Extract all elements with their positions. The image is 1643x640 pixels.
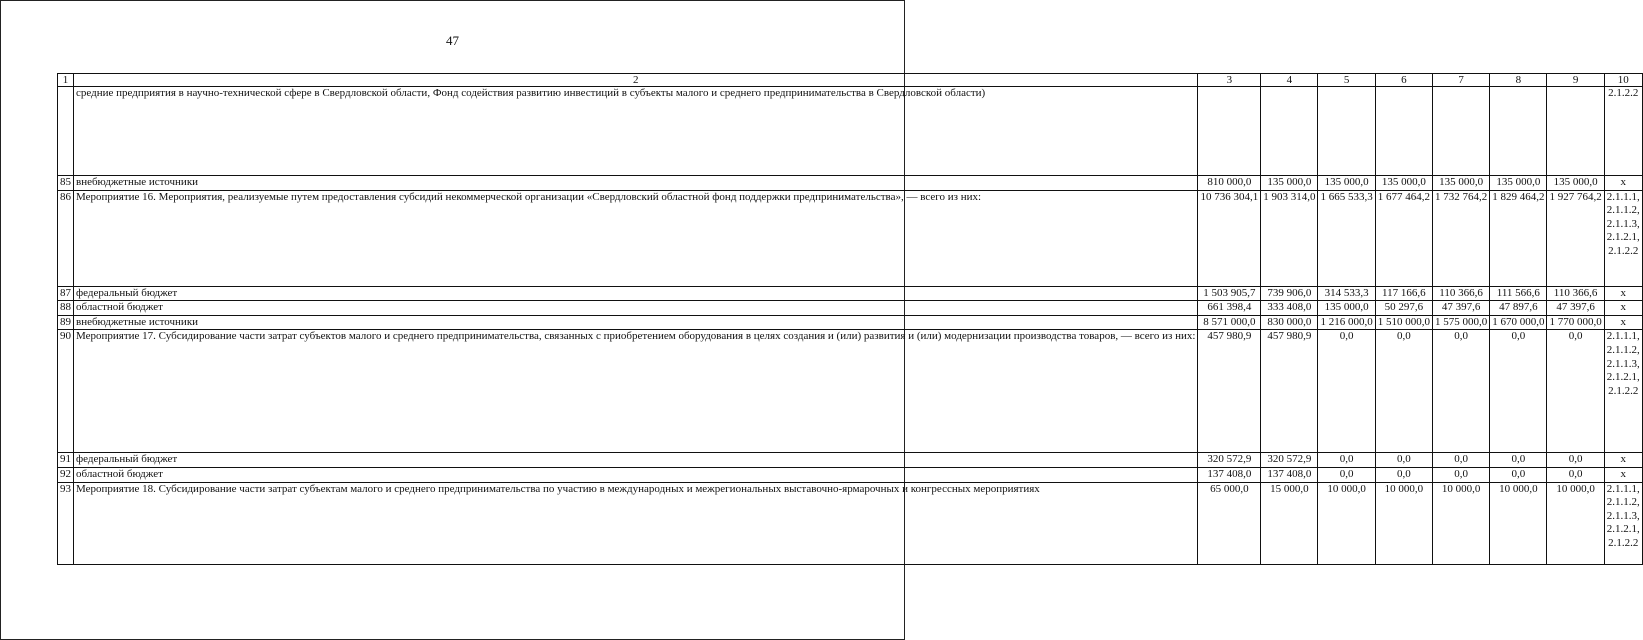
value-cell: 65 000,0 bbox=[1198, 482, 1261, 564]
row-number bbox=[58, 87, 74, 176]
target-refs-cell bbox=[1604, 190, 1642, 286]
value-cell: 333 408,0 bbox=[1261, 301, 1318, 316]
value-cell: 661 398,4 bbox=[1198, 301, 1261, 316]
page-number: 47 bbox=[446, 33, 459, 48]
target-ref: x bbox=[1620, 315, 1626, 328]
value-cell: 1 575 000,0 bbox=[1432, 315, 1489, 330]
target-refs-cell bbox=[1604, 315, 1642, 330]
value-cell: 457 980,9 bbox=[1261, 330, 1318, 453]
table-row bbox=[58, 176, 1643, 191]
row-description: Мероприятие 17. Субсидирование части затрат субъектов малого и среднего предпринимательства, связанных с приобретением оборудования в целях создания и (или) развития и (или) модернизации производства товаров, — всего из них: bbox=[74, 330, 1198, 453]
value-cell: 320 572,9 bbox=[1261, 453, 1318, 468]
value-cell: 10 000,0 bbox=[1490, 482, 1547, 564]
value-cell: 0,0 bbox=[1432, 330, 1489, 453]
value-cell: 810 000,0 bbox=[1198, 176, 1261, 191]
value-cell bbox=[1432, 87, 1489, 176]
row-number: 86 bbox=[58, 190, 74, 286]
value-cell: 47 897,6 bbox=[1490, 301, 1547, 316]
value-cell: 135 000,0 bbox=[1375, 176, 1432, 191]
target-ref: 2.1.1.3, bbox=[1606, 357, 1640, 370]
row-description: областной бюджет bbox=[74, 467, 1198, 482]
value-cell: 0,0 bbox=[1490, 453, 1547, 468]
value-cell: 1 927 764,2 bbox=[1547, 190, 1604, 286]
header-cell: 5 bbox=[1318, 74, 1375, 87]
value-cell: 8 571 000,0 bbox=[1198, 315, 1261, 330]
row-number: 85 bbox=[58, 176, 74, 191]
table-row bbox=[58, 330, 1643, 453]
target-ref: 2.1.1.2, bbox=[1606, 204, 1640, 217]
value-cell: 0,0 bbox=[1547, 467, 1604, 482]
value-cell: 0,0 bbox=[1375, 467, 1432, 482]
value-cell bbox=[1547, 87, 1604, 176]
row-number: 90 bbox=[58, 330, 74, 453]
value-cell: 135 000,0 bbox=[1432, 176, 1489, 191]
target-ref: x bbox=[1620, 286, 1626, 299]
table-row bbox=[58, 87, 1643, 176]
target-ref: 2.1.2.1, bbox=[1606, 371, 1640, 384]
value-cell: 135 000,0 bbox=[1318, 176, 1375, 191]
row-description: федеральный бюджет bbox=[74, 453, 1198, 468]
target-ref: x bbox=[1620, 301, 1626, 314]
value-cell: 320 572,9 bbox=[1198, 453, 1261, 468]
value-cell: 0,0 bbox=[1432, 467, 1489, 482]
target-ref: 2.1.2.1, bbox=[1606, 231, 1640, 244]
target-refs-cell bbox=[1604, 467, 1642, 482]
value-cell bbox=[1318, 87, 1375, 176]
target-ref: 2.1.2.2 bbox=[1608, 384, 1639, 397]
target-refs-cell bbox=[1604, 482, 1642, 564]
value-cell: 0,0 bbox=[1318, 453, 1375, 468]
value-cell: 10 736 304,1 bbox=[1198, 190, 1261, 286]
header-cell: 6 bbox=[1375, 74, 1432, 87]
value-cell: 1 677 464,2 bbox=[1375, 190, 1432, 286]
value-cell: 0,0 bbox=[1490, 330, 1547, 453]
value-cell: 110 366,6 bbox=[1432, 286, 1489, 301]
value-cell: 10 000,0 bbox=[1375, 482, 1432, 564]
row-description: внебюджетные источники bbox=[74, 315, 1198, 330]
target-ref: 2.1.1.3, bbox=[1606, 217, 1640, 230]
value-cell: 314 533,3 bbox=[1318, 286, 1375, 301]
target-refs-cell bbox=[1604, 301, 1642, 316]
row-description: Мероприятие 16. Мероприятия, реализуемые путем предоставления субсидий некоммерческой организации «Свердловский областной фонд поддержки предпринимательства», — всего из них: bbox=[74, 190, 1198, 286]
value-cell bbox=[1198, 87, 1261, 176]
value-cell: 135 000,0 bbox=[1490, 176, 1547, 191]
value-cell: 137 408,0 bbox=[1198, 467, 1261, 482]
value-cell: 0,0 bbox=[1318, 467, 1375, 482]
target-ref: 2.1.2.2 bbox=[1608, 87, 1639, 99]
value-cell: 0,0 bbox=[1490, 467, 1547, 482]
target-refs-cell bbox=[1604, 286, 1642, 301]
value-cell: 110 366,6 bbox=[1547, 286, 1604, 301]
value-cell: 1 770 000,0 bbox=[1547, 315, 1604, 330]
target-ref: x bbox=[1620, 176, 1626, 188]
table-row bbox=[58, 190, 1643, 286]
row-description: внебюджетные источники bbox=[74, 176, 1198, 191]
target-refs-cell bbox=[1604, 453, 1642, 468]
row-number: 89 bbox=[58, 315, 74, 330]
target-ref: x bbox=[1620, 453, 1626, 466]
target-ref: x bbox=[1620, 467, 1626, 480]
target-ref: 2.1.2.2 bbox=[1608, 536, 1639, 549]
header-cell: 8 bbox=[1490, 74, 1547, 87]
value-cell bbox=[1375, 87, 1432, 176]
value-cell: 0,0 bbox=[1318, 330, 1375, 453]
value-cell: 739 906,0 bbox=[1261, 286, 1318, 301]
header-cell: 4 bbox=[1261, 74, 1318, 87]
value-cell: 0,0 bbox=[1547, 330, 1604, 453]
value-cell: 830 000,0 bbox=[1261, 315, 1318, 330]
value-cell: 117 166,6 bbox=[1375, 286, 1432, 301]
row-description: средние предприятия в научно-технической сфере в Свердловской области, Фонд содействия развитию инвестиций в субъекты малого и среднего предпринимательства в Свердловской области) bbox=[74, 87, 1198, 176]
target-ref: 2.1.1.2, bbox=[1606, 343, 1640, 356]
table-body bbox=[58, 87, 1643, 565]
row-description: Мероприятие 18. Субсидирование части затрат субъектам малого и среднего предпринимательства по участию в международных и межрегиональных выставочно-ярмарочных и конгрессных мероприятиях bbox=[74, 482, 1198, 564]
value-cell bbox=[1490, 87, 1547, 176]
target-ref: 2.1.1.1, bbox=[1606, 190, 1640, 203]
row-number: 87 bbox=[58, 286, 74, 301]
value-cell: 1 216 000,0 bbox=[1318, 315, 1375, 330]
value-cell: 135 000,0 bbox=[1318, 301, 1375, 316]
target-ref: 2.1.2.1, bbox=[1606, 523, 1640, 536]
row-description: областной бюджет bbox=[74, 301, 1198, 316]
row-number: 93 bbox=[58, 482, 74, 564]
header-cell: 1 bbox=[58, 74, 74, 87]
value-cell: 137 408,0 bbox=[1261, 467, 1318, 482]
table-row bbox=[58, 315, 1643, 330]
row-number: 91 bbox=[58, 453, 74, 468]
header-row bbox=[58, 74, 1643, 87]
value-cell: 135 000,0 bbox=[1547, 176, 1604, 191]
value-cell: 1 503 905,7 bbox=[1198, 286, 1261, 301]
table-row bbox=[58, 286, 1643, 301]
value-cell: 10 000,0 bbox=[1318, 482, 1375, 564]
value-cell: 135 000,0 bbox=[1261, 176, 1318, 191]
target-ref: 2.1.1.3, bbox=[1606, 509, 1640, 522]
value-cell: 457 980,9 bbox=[1198, 330, 1261, 453]
value-cell: 10 000,0 bbox=[1432, 482, 1489, 564]
value-cell: 0,0 bbox=[1375, 330, 1432, 453]
value-cell: 0,0 bbox=[1375, 453, 1432, 468]
header-cell: 2 bbox=[74, 74, 1198, 87]
target-ref: 2.1.1.1, bbox=[1606, 330, 1640, 343]
header-cell: 3 bbox=[1198, 74, 1261, 87]
value-cell: 10 000,0 bbox=[1547, 482, 1604, 564]
target-ref: 2.1.1.1, bbox=[1606, 482, 1640, 495]
value-cell: 1 665 533,3 bbox=[1318, 190, 1375, 286]
value-cell: 47 397,6 bbox=[1432, 301, 1489, 316]
row-number: 88 bbox=[58, 301, 74, 316]
program-table bbox=[57, 73, 1643, 565]
header-cell: 10 bbox=[1604, 74, 1642, 87]
value-cell bbox=[1261, 87, 1318, 176]
value-cell: 1 510 000,0 bbox=[1375, 315, 1432, 330]
header-cell: 7 bbox=[1432, 74, 1489, 87]
header-cell: 9 bbox=[1547, 74, 1604, 87]
value-cell: 50 297,6 bbox=[1375, 301, 1432, 316]
value-cell: 0,0 bbox=[1547, 453, 1604, 468]
value-cell: 1 670 000,0 bbox=[1490, 315, 1547, 330]
value-cell: 15 000,0 bbox=[1261, 482, 1318, 564]
row-number: 92 bbox=[58, 467, 74, 482]
table-row bbox=[58, 482, 1643, 564]
value-cell: 111 566,6 bbox=[1490, 286, 1547, 301]
table-row bbox=[58, 453, 1643, 468]
value-cell: 1 903 314,0 bbox=[1261, 190, 1318, 286]
target-refs-cell bbox=[1604, 330, 1642, 453]
target-ref: 2.1.2.2 bbox=[1608, 244, 1639, 257]
table-row bbox=[58, 301, 1643, 316]
value-cell: 1 732 764,2 bbox=[1432, 190, 1489, 286]
row-description: федеральный бюджет bbox=[74, 286, 1198, 301]
target-refs-cell bbox=[1604, 176, 1642, 191]
target-ref: 2.1.1.2, bbox=[1606, 496, 1640, 509]
table-row bbox=[58, 467, 1643, 482]
value-cell: 0,0 bbox=[1432, 453, 1489, 468]
target-refs-cell bbox=[1604, 87, 1642, 176]
value-cell: 1 829 464,2 bbox=[1490, 190, 1547, 286]
value-cell: 47 397,6 bbox=[1547, 301, 1604, 316]
